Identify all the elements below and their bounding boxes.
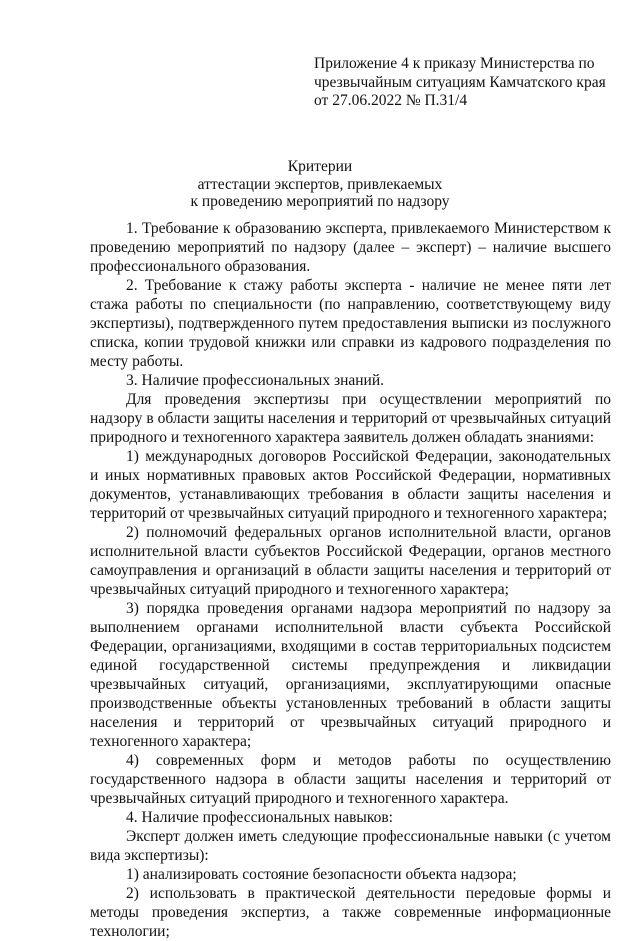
document-body	[90, 219, 611, 941]
title-line-3: к проведению мероприятий по надзору	[190, 193, 450, 210]
paragraph-knowledge-item-3: 3) порядка проведения органами надзора мероприятий по надзору за выполнением органами исполнительной власти субъекта Российской Федерации, организациями, входящими в состав территориальных подсистем единой государственной системы предупреждения и ликвидации чрезвычайных ситуаций, организациями, эксплуатирующими опасные производственные объекты установленных требований в области защиты населения и территорий от чрезвычайных ситуаций природного и техногенного характера;	[90, 600, 611, 750]
title-line-1: Критерии	[287, 158, 353, 175]
paragraph-knowledge-intro: Для проведения экспертизы при осуществлении мероприятий по надзору в области защиты населения и территорий от чрезвычайных ситуаций природного и техногенного характера заявитель должен обладать знаниями:	[90, 391, 611, 446]
appendix-header-line-3: от 27.06.2022 № П.31/4	[314, 92, 468, 109]
paragraph-skills-item-1: 1) анализировать состояние безопасности объекта надзора;	[126, 866, 517, 883]
appendix-header-line-2: чрезвычайным ситуациям Камчатского края	[314, 73, 606, 91]
paragraph-education: 1. Требование к образованию эксперта, привлекаемого Министерством к проведению мероприятий по надзору (далее – эксперт) – наличие высшего профессионального образования.	[90, 220, 611, 275]
paragraph-knowledge-heading: 3. Наличие профессиональных знаний.	[126, 372, 384, 389]
paragraph-knowledge-item-2: 2) полномочий федеральных органов исполнительной власти, органов исполнительной власти субъектов Российской Федерации, органов местного самоуправления и организаций в области защиты населения и территорий от чрезвычайных ситуаций природного и техногенного характера;	[90, 524, 611, 598]
document-title	[0, 158, 640, 211]
title-line-2: аттестации экспертов, привлекаемых	[197, 175, 443, 193]
appendix-header-line-1: Приложение 4 к приказу Министерства по	[314, 55, 595, 72]
paragraph-experience: 2. Требование к стажу работы эксперта - наличие не менее пяти лет стажа работы по специальности (по направлению, соответствующему виду экспертизы), подтвержденного путем предоставления выписки из послужного списка, копии трудовой книжки или справки из кадрового подразделения по месту работы.	[90, 277, 611, 370]
paragraph-skills-heading: 4. Наличие профессиональных навыков:	[126, 809, 393, 826]
paragraph-knowledge-item-1: 1) международных договоров Российской Федерации, законодательных и иных нормативных правовых актов Российской Федерации, нормативных документов, устанавливающих требования в области защиты населения и территорий от чрезвычайных ситуаций природного и техногенного характера;	[90, 448, 611, 522]
paragraph-knowledge-item-4: 4) современных форм и методов работы по осуществлению государственного надзора в области защиты населения и территорий от чрезвычайных ситуаций природного и техногенного характера.	[90, 752, 611, 807]
paragraph-skills-item-2: 2) использовать в практической деятельности передовые формы и методы проведения экспертиз, а также современные информационные технологии;	[90, 885, 611, 940]
appendix-header	[314, 55, 614, 111]
paragraph-skills-intro: Эксперт должен иметь следующие профессиональные навыки (с учетом вида экспертизы):	[90, 828, 611, 864]
